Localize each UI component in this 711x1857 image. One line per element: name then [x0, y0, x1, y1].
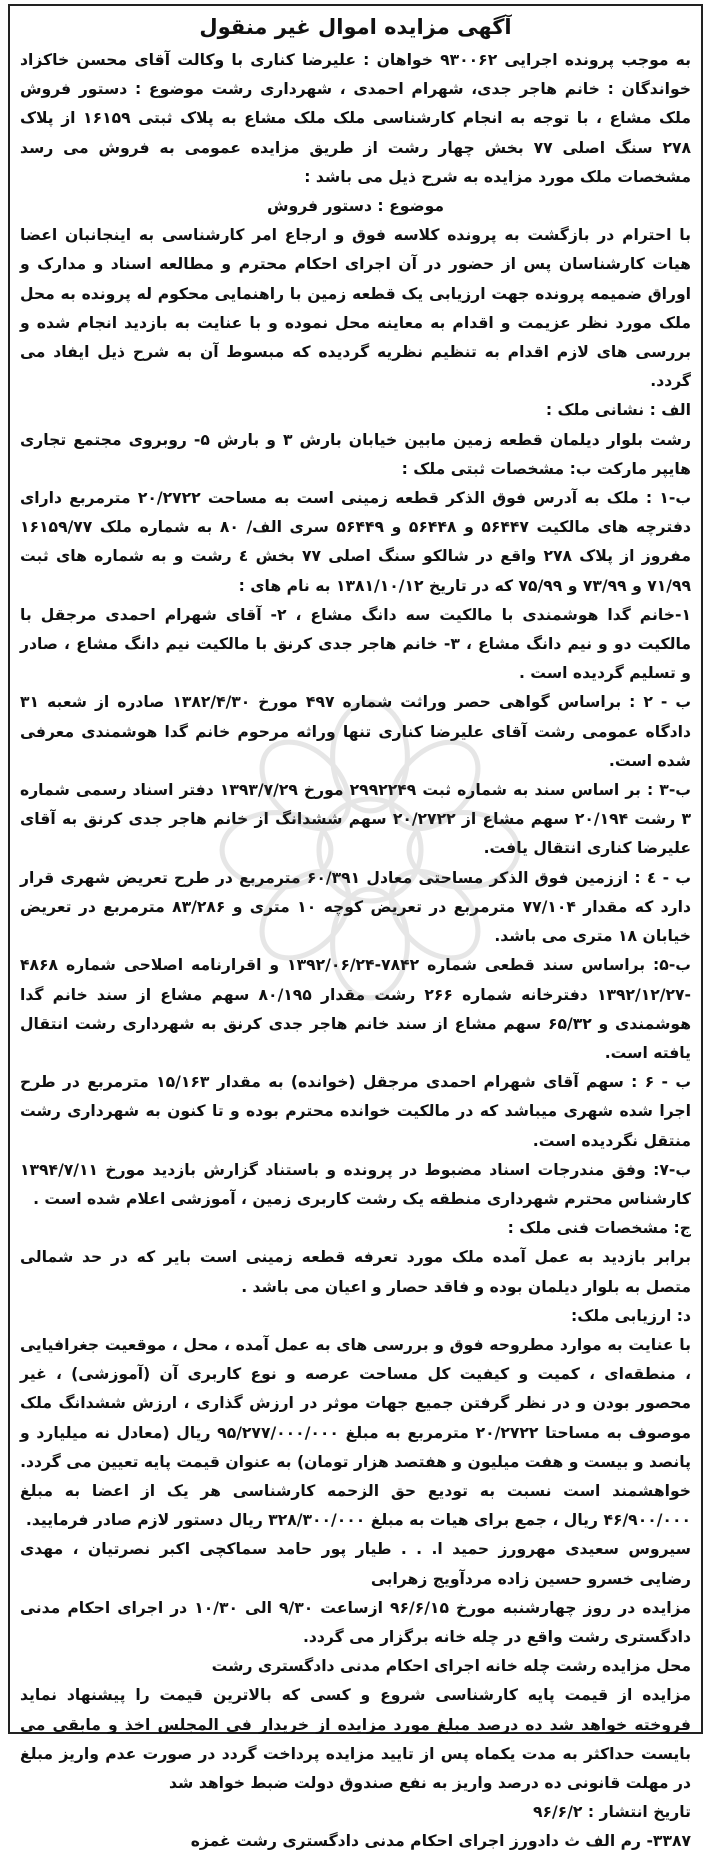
- publish-date: تاریخ انتشار : ۹۶/۶/۲: [532, 1803, 691, 1822]
- section-technical-heading: ج: مشخصات فنی ملک :: [507, 1219, 691, 1238]
- auction-location-paragraph: محل مزایده رشت چله خانه اجرای احکام مدنی دادگستری رشت: [211, 1657, 691, 1676]
- intro-paragraph: به موجب پرونده اجرایی ۹۳۰۰۶۲ خواهان : علیرضا کناری با وکالت آقای محسن خاکزاد خواندگان : خانم هاجر جدی، شهرام احمدی ، شهرداری رشت موضوع : دستور فروش ملک مشاع ، با توجه به انجام کارشناسی ملک ملک مشاع به پلاک ثبتی ۱۶۱۵۹ از پلاک ۲۷۸ سنگ اصلی ۷۷ بخش چهار رشت از طریق مزایده عمومی به فروش می رسد مشخصات ملک مورد مزایده به شرح ذیل می باشد :: [20, 51, 691, 186]
- address-paragraph: رشت بلوار دیلمان قطعه زمین مابین خیابان بارش ۳ و بارش ۵- روبروی مجتمع تجاری هایپر مارکت ب: مشخصات ثبتی ملک :: [20, 430, 691, 478]
- auction-terms-paragraph: مزایده از قیمت پایه کارشناسی شروع و کسی که بالاترین قیمت را پیشنهاد نماید فروخته خواهد شد ده درصد مبلغ مورد مزایده از خریدار فی المجلس اخذ و مابقی می بایست حداکثر به مدت یکماه پس از تایید مزایده پرداخت گردد در صورت عدم واریز مبلغ در مهلت قانونی ده درصد واریز به نفع صندوق دولت ضبط خواهد شد: [20, 1686, 691, 1792]
- valuation-paragraph: با عنایت به موارد مطروحه فوق و بررسی های به عمل آمده ، محل ، موقعیت جغرافیایی ، منطقه‌ای ، کمیت و کیفیت کل مساحت عرصه و نوع کاربری آن (آموزشی) ، غیر محصور بودن و در نظر گرفتن جمیع جهات موثر در ارزش گذاری ، ارزش ششدانگ ملک موصوف به مساحتا ۲۰/۲۷۲۲ مترمربع به مبلغ ۹۵/۲۷۷/۰۰۰/۰۰۰ ریال (معادل نه میلیارد و پانصد و بیست و هفت میلیون و هفتصد هزار تومان) به عنوان قیمت پایه تعیین می گردد.: [20, 1335, 691, 1471]
- ad-frame: [8, 4, 703, 1851]
- subject-line: موضوع : دستور فروش: [266, 197, 445, 216]
- registry-b3-paragraph: ب-۳ : بر اساس سند به شماره ثبت ۲۹۹۲۲۴۹ مورخ ۱۳۹۳/۷/۲۹ دفتر اسناد رسمی شماره ۳ رشت ۲۰/۱۹۴ سهم مشاع از ۲۰/۲۷۲۲ سهم ششدانگ از خانم هاجر جدی کرنق به آقای علیرضا کناری انتقال یافت.: [20, 781, 691, 858]
- section-address-heading: الف : نشانی ملک :: [545, 401, 691, 420]
- expert-paragraph: با احترام در بازگشت به پرونده کلاسه فوق و ارجاع امر کارشناسی به اینجانبان اعضا هیات کارشناسان پس از حضور در آن اجرای احکام محترم و مطالعه اسناد و مدارک و اوراق ضمیمه پرونده جهت ارزیابی یک قطعه زمین با راهنمایی محکوم له پرونده به محل ملک مورد نظر عزیمت و اقدام به معاینه محل نموده و با عنایت به بازدید انجام شده و بررسی های لازم اقدام به تنظیم نظریه گردیده که مبسوط آن به شرح ذیل ایفاد می گردد.: [20, 226, 691, 391]
- ad-title: آگهی مزایده اموال غیر منقول: [199, 15, 512, 39]
- technical-paragraph: برابر بازدید به عمل آمده ملک مورد تعرفه قطعه زمینی است بایر که در حد شمالی متصل به بلوار دیلمان بوده و فاقد حصار و اعیان می باشد .: [20, 1248, 691, 1296]
- registry-b5-paragraph: ب-۵: براساس سند قطعی شماره ۷۸۴۲-۱۳۹۲/۰۶/۲۴ و اقرارنامه اصلاحی شماره ۴۸۶۸ -۱۳۹۲/۱۲/۲۷ دفترخانه شماره ۲۶۶ رشت مقدار ۸۰/۱۹۵ سهم مشاع از سند خانم گدا هوشمندی و ۶۵/۳۲ سهم مشاع از سند خانم هاجر جدی کرنق به شهرداری رشت انتقال یافته است.: [20, 956, 692, 1062]
- experts-names: سیروس سعیدی مهرورز حمید ا. . . طیار پور حامد سماکچی اکبر نصرتیان ، مهدی رضایی خسرو حسین زاده مردآویج زهرابی: [20, 1540, 691, 1588]
- auction-date-paragraph: مزایده در روز چهارشنبه مورخ ۹۶/۶/۱۵ ازساعت ۹/۳۰ الی ۱۰/۳۰ در اجرای احکام مدنی دادگستری رشت واقع در چله خانه برگزار می گردد.: [20, 1598, 691, 1646]
- registry-b2-paragraph: ب - ۲ : براساس گواهی حصر وراثت شماره ۴۹۷ مورخ ۱۳۸۲/۴/۳۰ صادره از شعبه ۳۱ دادگاه عمومی رشت آقای علیرضا کناری تنها وراثه مرحوم خانم گدا هوشمندی معرفی شده است.: [20, 693, 691, 770]
- signature-line: ۳۳۸۷- رم الف ث دادورز اجرای احکام مدنی دادگستری رشت غمزه: [190, 1832, 691, 1851]
- section-valuation-heading: د: ارزیابی ملک:: [571, 1306, 691, 1325]
- fee-paragraph: خواهشمند است نسبت به تودیع حق الزحمه کارشناسی هر یک از اعضا به مبلغ ۴۶/۹۰۰/۰۰۰ ریال ، جمع برای هیات به مبلغ ۳۲۸/۳۰۰/۰۰۰ ریال دستور لازم صادر فرمایید.: [20, 1481, 691, 1530]
- registry-b4-paragraph: ب - ٤ : اززمین فوق الذکر مساحتی معادل ۶۰/۳۹۱ مترمربع در طرح تعریض شهری قرار دارد که مقدار ۷۷/۱۰۴ مترمربع در تعریض کوچه ۱۰ متری و ۸۳/۲۸۶ مترمربع در تعریض خیابان ۱۸ متری می باشد.: [20, 868, 691, 946]
- owners-paragraph: ۱-خانم گدا هوشمندی با مالکیت سه دانگ مشاع ، ۲- آقای شهرام احمدی مرجقل با مالکیت دو و نیم دانگ مشاع ، ۳- خانم هاجر جدی کرنق با مالکیت نیم دانگ مشاع ، صادر و تسلیم گردیده است .: [20, 605, 691, 683]
- registry-b1-paragraph: ب-۱ : ملک به آدرس فوق الذکر قطعه زمینی است به مساحت ۲۰/۲۷۲۲ مترمربع دارای دفترچه های مالکیت ۵۶۴۴۷ و ۵۶۴۴۸ و ۵۶۴۴۹ سری الف/ ۸۰ به شماره ملک ۱۶۱۵۹/۷۷ مفروز از پلاک ۲۷۸ واقع در شالکو سنگ اصلی ۷۷ بخش ٤ رشت و به شماره های ثبت ۷۱/۹۹ و ۷۳/۹۹ و ۷۵/۹۹ که در تاریخ ۱۳۸۱/۱۰/۱۲ به نام های :: [20, 489, 691, 595]
- registry-b7-paragraph: ب-۷: وفق مندرجات اسناد مضبوط در پرونده و باستناد گزارش بازدید مورخ ۱۳۹۴/۷/۱۱ کارشناس محترم شهرداری منطقه یک رشت کاربری زمین ، آموزشی اعلام شده است .: [20, 1160, 691, 1208]
- registry-b6-paragraph: ب - ۶ : سهم آقای شهرام احمدی مرجقل (خوانده) به مقدار ۱۵/۱۶۳ مترمربع در طرح اجرا شده شهری میباشد که در مالکیت خوانده محترم بوده و تا کنون به شهرداری رشت منتقل نگردیده است.: [20, 1073, 691, 1150]
